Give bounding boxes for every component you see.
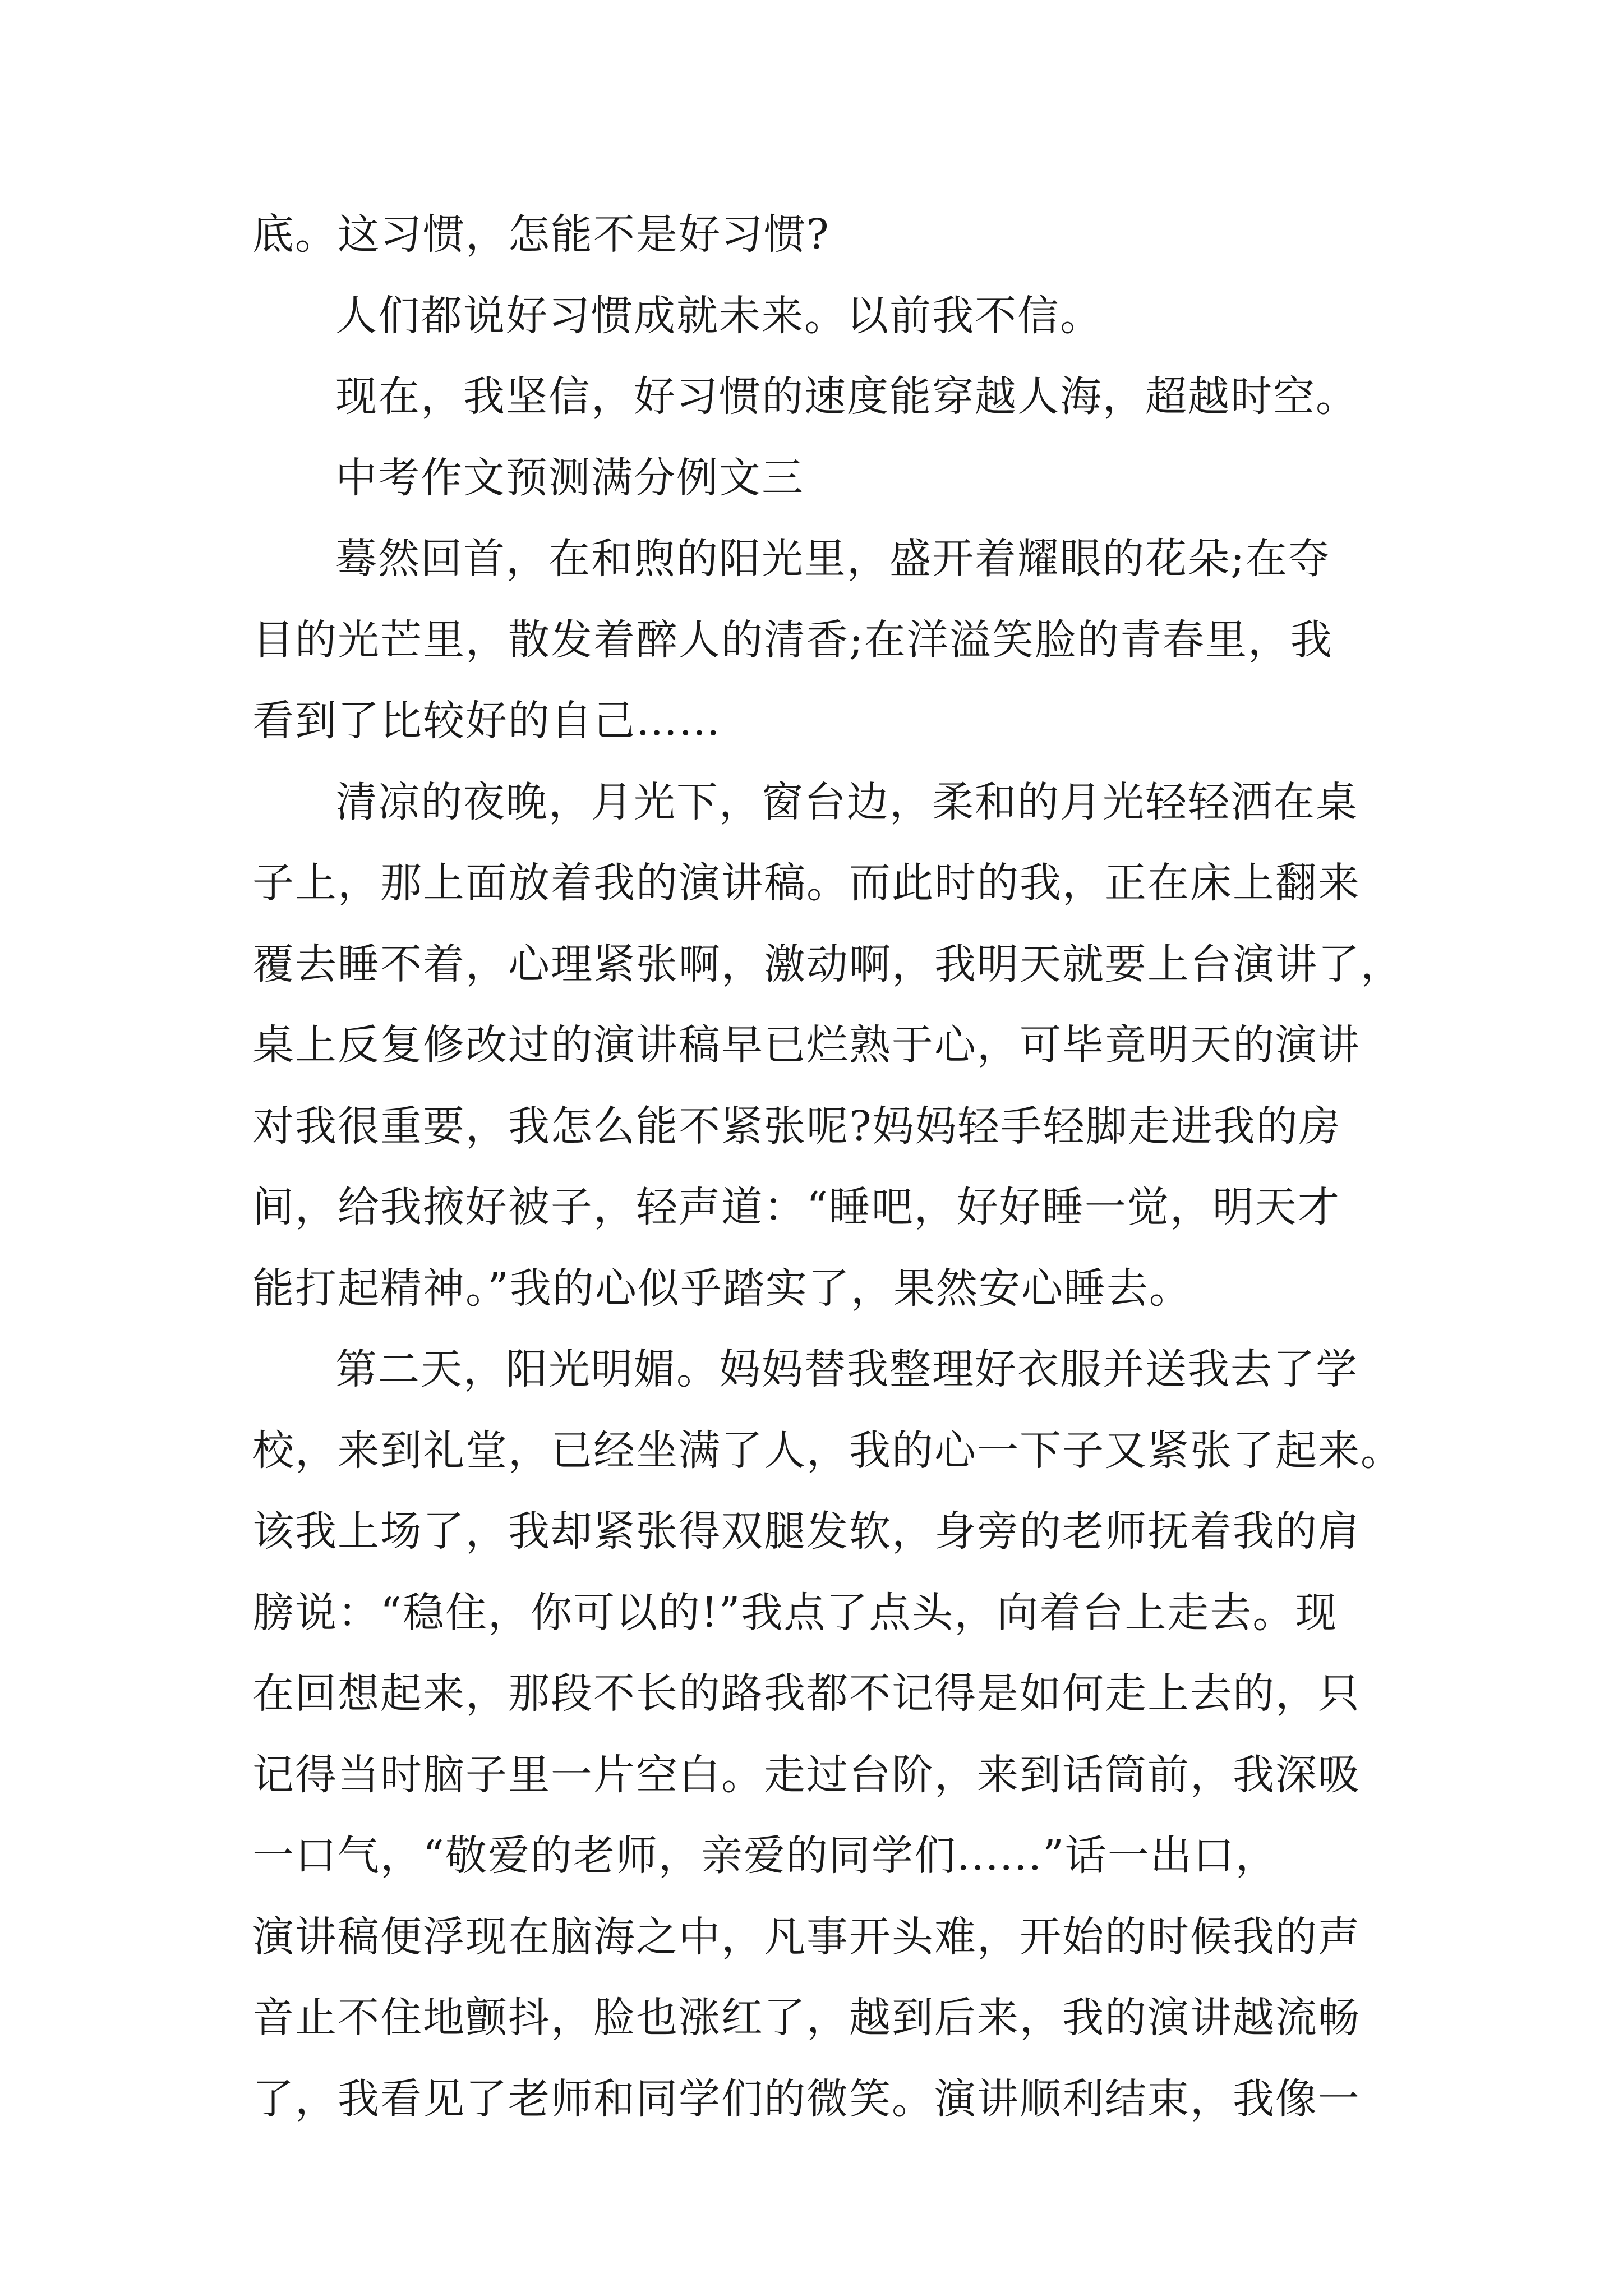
text-line: 覆去睡不着，心理紧张啊，激动啊，我明天就要上台演讲了， xyxy=(252,940,1403,988)
text-line: 记得当时脑子里一片空白。走过台阶，来到话筒前，我深吸 xyxy=(252,1750,1361,1799)
essay-body xyxy=(252,194,1403,2139)
text-line: 人们都说好习惯成就未来。以前我不信。 xyxy=(335,291,1103,340)
text-line: 目的光芒里，散发着醉人的清香;在洋溢笑脸的青春里，我 xyxy=(252,615,1333,664)
text-line: 能打起精神。”我的心似乎踏实了，果然安心睡去。 xyxy=(252,1264,1192,1313)
text-line: 现在，我坚信，好习惯的速度能穿越人海，超越时空。 xyxy=(335,372,1358,421)
text-line: 看到了比较好的自己…… xyxy=(252,697,721,745)
text-line: 清凉的夜晚，月光下，窗台边，柔和的月光轻轻洒在桌 xyxy=(335,777,1358,826)
text-line: 膀说：“稳住，你可以的!”我点了点头，向着台上走去。现 xyxy=(252,1588,1338,1637)
text-line: 桌上反复修改过的演讲稿早已烂熟于心，可毕竟明天的演讲 xyxy=(252,1021,1361,1069)
text-line: 校，来到礼堂，已经坐满了人，我的心一下子又紧张了起来。 xyxy=(252,1426,1403,1475)
text-line: 演讲稿便浮现在脑海之中，凡事开头难，开始的时候我的声 xyxy=(252,1912,1361,1961)
text-line: 底。这习惯，怎能不是好习惯? xyxy=(252,210,830,259)
text-line: 第二天，阳光明媚。妈妈替我整理好衣服并送我去了学 xyxy=(335,1345,1358,1393)
text-line: 该我上场了，我却紧张得双腿发软，身旁的老师抚着我的肩 xyxy=(252,1507,1361,1556)
text-line: 子上，那上面放着我的演讲稿。而此时的我，正在床上翻来 xyxy=(252,859,1361,907)
essay-title: 中考作文预测满分例文三 xyxy=(335,453,804,502)
text-line: 对我很重要，我怎么能不紧张呢?妈妈轻手轻脚走进我的房 xyxy=(252,1102,1341,1151)
text-line: 间，给我掖好被子，轻声道：“睡吧，好好睡一觉，明天才 xyxy=(252,1183,1340,1231)
text-line: 了，我看见了老师和同学们的微笑。演讲顺利结束，我像一 xyxy=(252,2074,1361,2123)
text-line: 一口气，“敬爱的老师，亲爱的同学们......”话一出口， xyxy=(252,1832,1278,1880)
text-line: 在回想起来，那段不长的路我都不记得是如何走上去的，只 xyxy=(252,1669,1361,1718)
text-line: 音止不住地颤抖，脸也涨红了，越到后来，我的演讲越流畅 xyxy=(252,1994,1361,2042)
text-line: 蓦然回首，在和煦的阳光里，盛开着耀眼的花朵;在夺 xyxy=(335,535,1331,583)
